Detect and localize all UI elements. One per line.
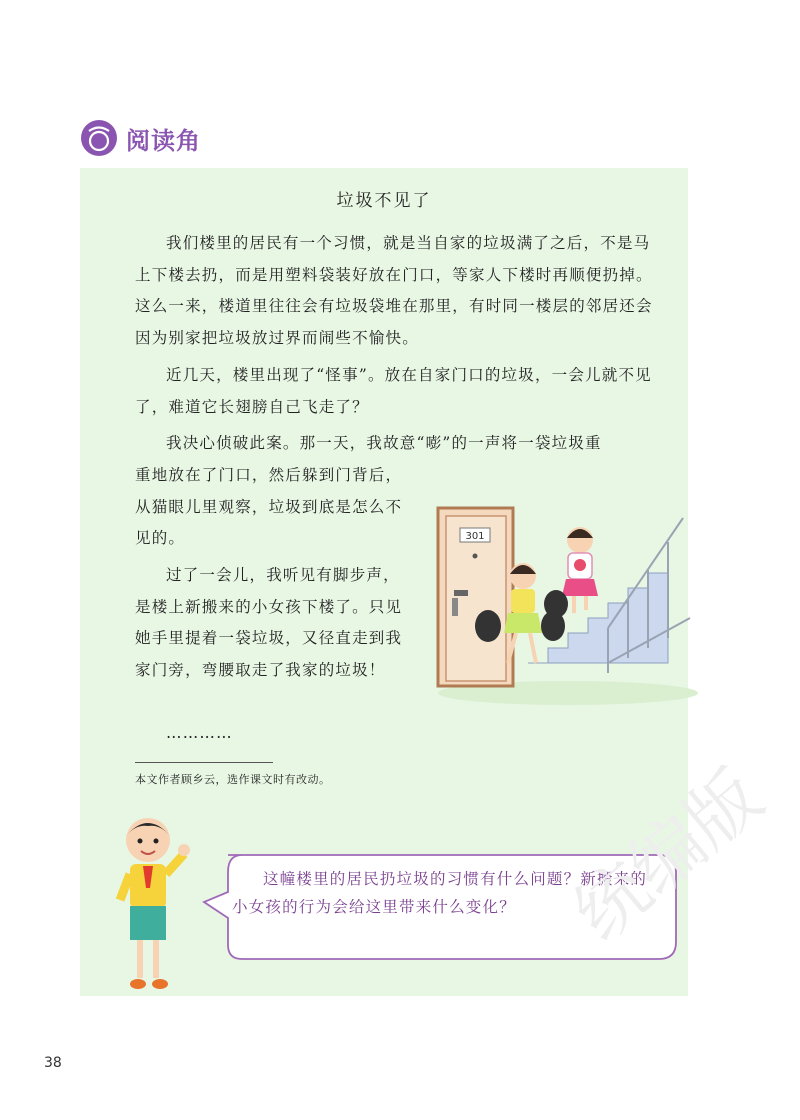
watermark: 统编版 [558,753,778,957]
story-ellipsis: ………… [166,724,233,742]
story-paragraph-3: 我决心侦破此案。那一天，我故意“嘭”的一声将一袋垃圾重 [166,434,602,452]
stairwell-illustration [428,498,698,708]
page-number: 38 [44,1055,62,1071]
section-title: 阅读角 [126,126,201,155]
story-paragraph-1: 我们楼里的居民有一个习惯，就是当自家的垃圾满了之后，不是马上下楼去扔，而是用塑料袋装好放在门口，等家人下楼时再顺便扔掉。这么一来，楼道里往往会有垃圾袋堆在那里，有时同一楼层的邻居还会因为别家把垃圾放过界而闹些不愉快。 [135,234,653,347]
reading-corner-icon [80,119,118,157]
footnote-divider [135,762,273,763]
footnote: 本文作者顾乡云，选作课文时有改动。 [135,773,331,786]
story-title: 垃圾不见了 [336,191,432,211]
student-illustration [110,808,190,998]
story-paragraph-2: 近几天，楼里出现了“怪事”。放在自家门口的垃圾，一会儿就不见了，难道它长翅膀自己飞走了？ [135,366,652,416]
story-paragraph-4: 过了一会儿，我听见有脚步声，是楼上新搬来的小女孩下楼了。只见她手里提着一袋垃圾，又径直走到我家门旁，弯腰取走了我家的垃圾！ [135,566,403,679]
discussion-question: 这幢楼里的居民扔垃圾的习惯有什么问题？新搬来的小女孩的行为会给这里带来什么变化？ [232,870,648,916]
door-number: 301 [465,531,485,542]
section-header [80,118,201,158]
story-paragraph-3-cont: 重地放在了门口，然后躲到门背后，从猫眼儿里观察，垃圾到底是怎么不见的。 [135,466,403,547]
